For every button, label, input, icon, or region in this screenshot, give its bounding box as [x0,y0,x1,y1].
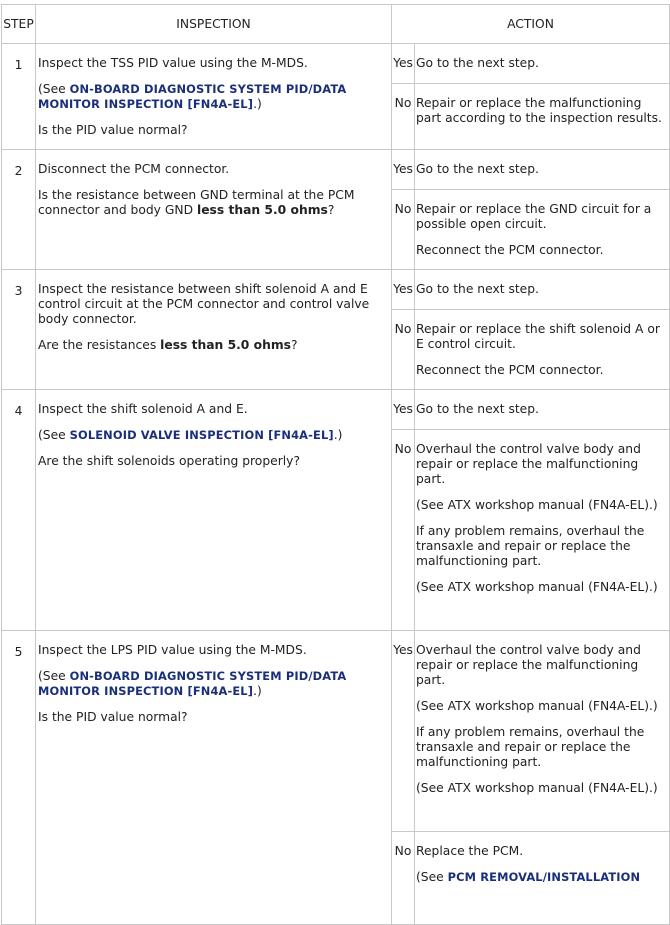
inspection-question: Is the resistance between GND terminal at the PCM connector and body GND less than 5.0 ohms? [38,188,355,217]
inspection-text: Disconnect the PCM connector. [38,162,230,176]
no-label: No [392,84,415,150]
step-number: 3 [2,270,36,390]
inspection-question: Are the resistances less than 5.0 ohms? [38,338,298,352]
inspection-cell [36,150,392,270]
action-yes: Overhaul the control valve body and repair or replace the malfunctioning part. (See ATX workshop manual (FN4A-EL).) If any problem remains, overhaul the transaxle and repair or replace the malfunctioning part. (See ATX workshop manual (FN4A-EL).) [415,631,670,832]
reference-link[interactable]: SOLENOID VALVE INSPECTION [FN4A-EL] [69,428,334,442]
step-number: 5 [2,631,36,925]
inspection-text: Inspect the shift solenoid A and E. [38,402,248,416]
action-yes: Go to the next step. [415,44,670,84]
header-inspection: INSPECTION [36,5,392,44]
inspection-text: Inspect the TSS PID value using the M-MDS. [38,56,308,70]
inspection-text: Inspect the resistance between shift solenoid A and E control circuit at the PCM connector and control valve body connector. [38,282,370,326]
inspection-cell [36,631,392,925]
header-row [2,5,670,44]
no-label: No [392,430,415,631]
reference-link[interactable]: PCM REMOVAL/INSTALLATION [447,870,641,884]
yes-label: Yes [392,270,415,310]
no-label: No [392,832,415,925]
action-no: Overhaul the control valve body and repair or replace the malfunctioning part. (See ATX workshop manual (FN4A-EL).) If any problem remains, overhaul the transaxle and repair or replace the malfunctioning part. (See ATX workshop manual (FN4A-EL).) [415,430,670,631]
no-label: No [392,190,415,270]
action-no: Repair or replace the malfunctioning part according to the inspection results. [415,84,670,150]
inspection-question: Are the shift solenoids operating properly? [38,454,300,468]
inspection-reference: (See ON-BOARD DIAGNOSTIC SYSTEM PID/DATA MONITOR INSPECTION [FN4A-EL].) [38,669,347,698]
inspection-reference: (See SOLENOID VALVE INSPECTION [FN4A-EL].) [38,428,343,442]
step-5-yes-row [2,631,670,832]
step-3-yes-row [2,270,670,310]
reference-link[interactable]: ON-BOARD DIAGNOSTIC SYSTEM PID/DATA MONITOR INSPECTION [FN4A-EL] [38,669,347,698]
step-2-yes-row [2,150,670,190]
action-no: Repair or replace the GND circuit for a possible open circuit. Reconnect the PCM connector. [415,190,670,270]
step-number: 4 [2,390,36,631]
inspection-question: Is the PID value normal? [38,710,188,724]
action-yes: Go to the next step. [415,270,670,310]
step-number: 1 [2,44,36,150]
header-step: STEP [2,5,36,44]
step-4-yes-row [2,390,670,430]
yes-label: Yes [392,150,415,190]
yes-label: Yes [392,44,415,84]
header-action: ACTION [392,5,670,44]
inspection-cell [36,44,392,150]
inspection-text: Inspect the LPS PID value using the M-MDS. [38,643,307,657]
yes-label: Yes [392,631,415,832]
action-yes: Go to the next step. [415,150,670,190]
step-1-yes-row [2,44,670,84]
inspection-cell [36,390,392,631]
inspection-cell [36,270,392,390]
action-no: Repair or replace the shift solenoid A or E control circuit. Reconnect the PCM connector. [415,310,670,390]
diagnostic-procedure-table [1,4,670,925]
action-yes: Go to the next step. [415,390,670,430]
inspection-question: Is the PID value normal? [38,123,188,137]
action-no: Replace the PCM. (See PCM REMOVAL/INSTALLATION [415,832,670,925]
inspection-reference: (See ON-BOARD DIAGNOSTIC SYSTEM PID/DATA MONITOR INSPECTION [FN4A-EL].) [38,82,347,111]
reference-link[interactable]: ON-BOARD DIAGNOSTIC SYSTEM PID/DATA MONITOR INSPECTION [FN4A-EL] [38,82,347,111]
no-label: No [392,310,415,390]
yes-label: Yes [392,390,415,430]
step-number: 2 [2,150,36,270]
